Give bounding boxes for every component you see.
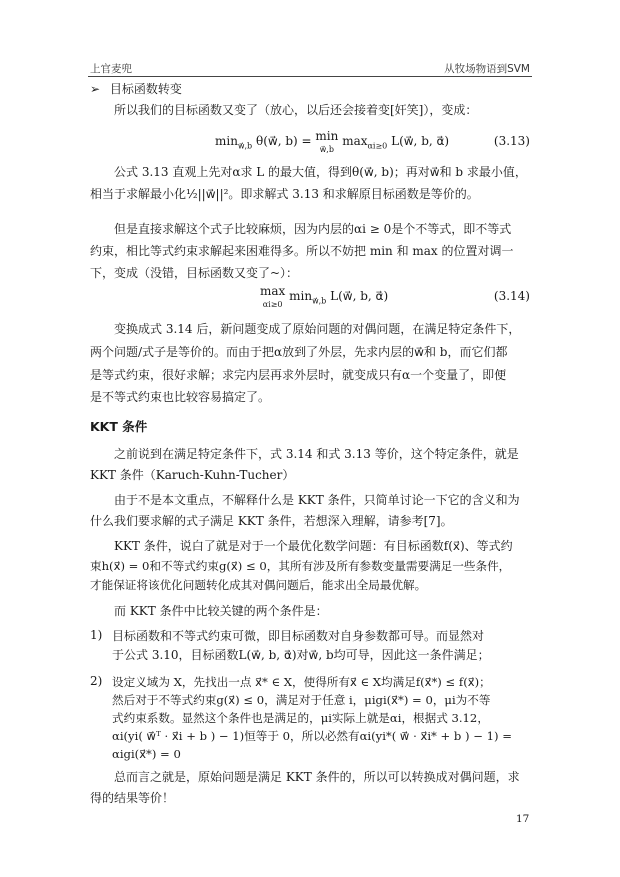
page-number: 17: [516, 813, 530, 825]
equation-number: (3.14): [493, 289, 530, 303]
bullet-heading: [90, 78, 530, 100]
paragraph-7-line-1: KKT 条件，说白了就是对于一个最优化数学问题：有目标函数f(x⃗)、等式约: [114, 539, 513, 553]
paragraph-7-line-2: 束h(x⃗) = 0和不等式约束g(x⃗) ≤ 0，其所有涉及所有参数变量需要满足一些条件，: [90, 559, 511, 573]
equation-number: (3.13): [493, 134, 530, 148]
paragraph-5-line-1: 之前说到在满足特定条件下，式 3.14 和式 3.13 等价，这个特定条件，就是: [114, 447, 519, 461]
paragraph-3-line-3: 下，变成（没错，目标函数又变了~）：: [90, 266, 299, 280]
paragraph-4-line-1: 变换成式 3.14 后，新问题变成了原始问题的对偶问题，在满足特定条件下，: [114, 322, 521, 336]
list-item-2-line-3: 式约束系数。显然这个条件也是满足的，μi实际上就是αi，根据式 3.12，: [112, 711, 489, 725]
list-item-1-line-2: 于公式 3.10，目标函数L(w⃗, b, α⃗)对w⃗, b均可导，因此这一条件满足；: [112, 648, 490, 662]
header-rule: [88, 76, 532, 77]
list-item-2-number: 2): [90, 674, 103, 688]
header-author: 上官麦兜: [90, 63, 132, 75]
list-item-1-line-1: 目标函数和不等式约束可微，即目标函数对自身参数都可导。而显然对: [112, 629, 485, 643]
paragraph-2-line-2: 相当于求解最小化½||w⃗||²。即求解式 3.13 和求解原目标函数是等价的。: [90, 187, 479, 201]
list-item-2-line-1: 设定义域为 X，先找出一点 x⃗* ∈ X，使得所有x⃗ ∈ X均满足f(x⃗*) ≤ f(x⃗)；: [112, 675, 491, 689]
paragraph-4-line-2: 两个问题/式子是等价的。而由于把α放到了外层，先求内层的w⃗和 b，而它们都: [90, 345, 508, 359]
list-item-2-line-5: αigi(x⃗*) = 0: [112, 747, 181, 761]
paragraph-5-line-2: KKT 条件（Karuch-Kuhn-Tucher）: [90, 468, 295, 482]
document-page: 上官麦兜 从牧场物语到SVM ➢ 目标函数转变 所以我们的目标函数又变了（放心，以后还会接着变[奸笑]），变成： $\min_{w⃗,b}$ θ(w⃗, b) = min w⃗,b $\max_{\alpha i\ge 0}$ L(w⃗, b, α⃗) (3.13) 公式 3.13 直观上先对α求 L 的最大值，得到θ(w⃗, b)；再对w⃗和 b 求最小值， 相当于求解最小化½||w⃗||²。即求解式 3.13 和求解原目标函数是等价的。 但是直接求解这个式子比较麻烦，因为内层的αi ≥ 0是个不等式，即不等式 约束，相比等式约束求解起来困难得多。所以不妨把 min 和 max 的位置对调一 下，变成（没错，目标函数又变了~）： max αi≥0 $\min_{w⃗,b}$ L(w⃗, b, α⃗) (3.14) 变换成式 3.14 后，新问题变成了原始问题的对偶问题，在满足特定条件下， 两个问题/式子是等价的。而由于把α放到了外层，先求内层的w⃗和 b，而它们都 是等式约束，很好求解；求完内层再求外层时，就变成只有α一个变量了，即便 是不等式约束也比较容易搞定了。 KKT 条件 之前说到在满足特定条件下，式 3.14 和式 3.13 等价，这个特定条件，就是 KKT 条件（Karuch-Kuhn-Tucher） 由于不是本文重点，不解释什么是 KKT 条件，只简单讨论一下它的含义和为 什么我们要求解的式子满足 KKT 条件，若想深入理解，请参考[7]。 KKT 条件，说白了就是对于一个最优化数学问题：有目标函数f(x⃗)、等式约 束h(x⃗) = 0和不等式约束g(x⃗) ≤ 0，其所有涉及所有参数变量需要满足一些条件， 才能保证将该优化问题转化成其对偶问题后，能求出全局最优解。 而 KKT 条件中比较关键的两个条件是： 1) 目标函数和不等式约束可微，即目标函数对自身参数都可导。而显然对 于公式 3.10，目标函数L(w⃗, b, α⃗)对w⃗, b均可导，因此这一条件满足； 2) 设定义域为 X，先找出一点 x⃗* ∈ X，使得所有x⃗ ∈ X均满足f(x⃗*) ≤ f(x⃗)； 然后对于不等式约束g(x⃗) ≤ 0，满足对于任意 i，μigi(x⃗*) = 0，μi为不等 式约束系数。显然这个条件也是满足的，μi实际上就是αi，根据式 3.12， αi(yi( w⃗ᵀ · x⃗i + b ) − 1)恒等于 0，所以必然有αi(yi*( w⃗ · x⃗i* + b ) − 1) = αigi(x⃗*) = 0 总而言之就是，原始问题是满足 KKT 条件的，所以可以转换成对偶问题，求 得的结果等价！ 17: [90, 63, 530, 825]
paragraph-8: 而 KKT 条件中比较关键的两个条件是：: [114, 604, 328, 618]
paragraph-9-line-1: 总而言之就是，原始问题是满足 KKT 条件的，所以可以转换成对偶问题，求: [114, 770, 520, 784]
header-title: 从牧场物语到SVM: [444, 63, 530, 75]
arrow-bullet-icon: ➢: [90, 82, 101, 96]
list-item-2-line-4: αi(yi( w⃗ᵀ · x⃗i + b ) − 1)恒等于 0，所以必然有αi(yi*( w⃗ · x⃗i* + b ) − 1) =: [112, 729, 512, 743]
paragraph-6-line-2: 什么我们要求解的式子满足 KKT 条件，若想深入理解，请参考[7]。: [90, 514, 453, 528]
paragraph-1: 所以我们的目标函数又变了（放心，以后还会接着变[奸笑]），变成：: [114, 103, 478, 117]
paragraph-9-line-2: 得的结果等价！: [90, 791, 175, 805]
paragraph-6-line-1: 由于不是本文重点，不解释什么是 KKT 条件，只简单讨论一下它的含义和为: [114, 493, 520, 507]
list-item-2-line-2: 然后对于不等式约束g(x⃗) ≤ 0，满足对于任意 i，μigi(x⃗*) = 0，μi为不等: [112, 693, 491, 707]
section-title-kkt: KKT 条件: [90, 419, 148, 434]
paragraph-2-line-1: 公式 3.13 直观上先对α求 L 的最大值，得到θ(w⃗, b)；再对w⃗和 b 求最小值，: [114, 165, 527, 179]
bullet-heading-text: 目标函数转变: [109, 82, 182, 96]
paragraph-7-line-3: 才能保证将该优化问题转化成其对偶问题后，能求出全局最优解。: [90, 578, 427, 592]
list-item-1-number: 1): [90, 628, 103, 642]
paragraph-3-line-2: 约束，相比等式约束求解起来困难得多。所以不妨把 min 和 max 的位置对调一: [90, 244, 514, 258]
paragraph-4-line-3: 是等式约束，很好求解；求完内层再求外层时，就变成只有α一个变量了，即便: [90, 368, 507, 382]
paragraph-4-line-4: 是不等式约束也比较容易搞定了。: [90, 390, 271, 404]
paragraph-3-line-1: 但是直接求解这个式子比较麻烦，因为内层的αi ≥ 0是个不等式，即不等式: [114, 222, 512, 236]
